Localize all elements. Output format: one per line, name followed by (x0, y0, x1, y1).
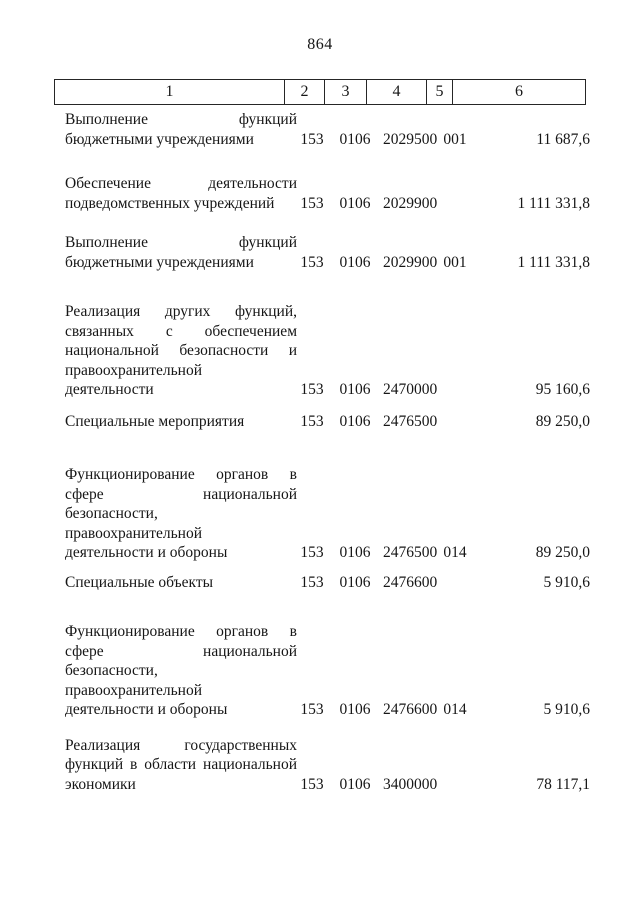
row-name-cell (55, 465, 297, 563)
row-chapter-cell: 153 (300, 381, 324, 398)
table-header-row (54, 79, 586, 105)
row-target-item-cell: 3400000 (383, 775, 438, 793)
row-amount-cell: 89 250,0 (535, 544, 590, 561)
header-cell-5: 5 (427, 80, 453, 104)
row-amount-cell: 5 910,6 (543, 701, 590, 718)
name-line: правоохранительной (65, 361, 203, 379)
name-line: экономики (65, 775, 136, 793)
row-chapter-cell: 153 (300, 775, 324, 793)
row-target-item-cell: 2476500 (383, 544, 438, 561)
name-line: безопасности, (65, 505, 158, 522)
row-name-cell (55, 110, 297, 149)
name-line: Выполнение функций (65, 234, 297, 251)
name-line: бюджетными учреждениями (65, 253, 254, 271)
row-name-cell (55, 412, 297, 432)
name-line: Реализация государственных (65, 736, 297, 754)
row-section-cell: 0106 (339, 381, 371, 398)
row-chapter-cell: 153 (300, 253, 324, 271)
name-line: функций в области национальной (65, 756, 297, 773)
name-line: безопасности, (65, 662, 158, 679)
name-line: Функционирование органов в (65, 466, 297, 483)
row-section-cell: 0106 (339, 253, 371, 271)
row-target-item-cell: 2470000 (383, 381, 438, 398)
row-expense-type-cell: 014 (443, 544, 467, 561)
row-amount-cell: 78 117,1 (536, 775, 590, 793)
row-chapter-cell: 153 (300, 573, 324, 591)
name-line: подведомственных учреждений (65, 194, 275, 212)
row-target-item-cell: 2476600 (383, 573, 438, 591)
table-row (55, 412, 590, 432)
row-target-item-cell: 2029900 (383, 194, 438, 212)
table-row (55, 110, 590, 149)
name-line: связанных с обеспечением (65, 322, 297, 340)
table-row (55, 465, 590, 563)
row-section-cell: 0106 (339, 412, 371, 430)
table-row (55, 233, 590, 272)
row-name-cell (55, 174, 297, 213)
name-line: правоохранительной (65, 681, 203, 699)
row-amount-cell: 1 111 331,8 (517, 253, 590, 271)
table-row (55, 174, 590, 213)
row-section-cell: 0106 (339, 544, 371, 561)
row-expense-type-cell: 001 (443, 253, 467, 271)
row-target-item-cell: 2029900 (383, 253, 438, 271)
table-body (55, 105, 590, 794)
header-cell-6: 6 (515, 83, 523, 100)
table-row (55, 573, 590, 593)
table-row (55, 622, 590, 720)
row-chapter-cell: 153 (300, 194, 324, 212)
name-line: деятельности и обороны (65, 544, 228, 561)
row-target-item-cell: 2476500 (383, 412, 438, 430)
name-line: Функционирование органов в (65, 623, 297, 640)
name-line: Специальные мероприятия (65, 412, 245, 430)
row-section-cell: 0106 (339, 130, 371, 148)
row-chapter-cell: 153 (300, 701, 324, 718)
name-line: сфере национальной (65, 485, 297, 503)
row-section-cell: 0106 (339, 573, 371, 591)
row-name-cell (55, 736, 297, 795)
row-name-cell (55, 573, 297, 593)
row-target-item-cell: 2476600 (383, 701, 438, 718)
row-amount-cell: 1 111 331,8 (517, 194, 590, 212)
table-row (55, 302, 590, 400)
header-cell-1: 1 (55, 80, 285, 104)
row-chapter-cell: 153 (300, 130, 324, 148)
name-line: бюджетными учреждениями (65, 130, 254, 148)
header-cell-2: 2 (285, 80, 325, 104)
row-section-cell: 0106 (339, 701, 371, 718)
name-line: деятельности и обороны (65, 701, 228, 718)
row-amount-cell: 95 160,6 (535, 381, 590, 398)
name-line: Обеспечение деятельности (65, 175, 297, 192)
row-amount-cell: 5 910,6 (543, 573, 590, 591)
table-row (55, 736, 590, 795)
row-name-cell (55, 302, 297, 400)
row-section-cell: 0106 (339, 194, 371, 212)
row-target-item-cell: 2029500 (383, 130, 438, 148)
row-name-cell (55, 233, 297, 272)
header-cell-4: 4 (367, 80, 427, 104)
row-chapter-cell: 153 (300, 544, 324, 561)
name-line: Выполнение функций (65, 111, 297, 128)
row-amount-cell: 89 250,0 (535, 412, 590, 430)
name-line: правоохранительной (65, 524, 203, 542)
row-amount-cell: 11 687,6 (536, 130, 590, 148)
name-line: Специальные объекты (65, 573, 214, 591)
name-line: Реализация других функций, (65, 303, 297, 320)
row-name-cell (55, 622, 297, 720)
header-cell-3: 3 (325, 80, 367, 104)
name-line: национальной безопасности и (65, 342, 297, 359)
name-line: сфере национальной (65, 642, 297, 660)
name-line: деятельности (65, 381, 154, 398)
row-chapter-cell: 153 (300, 412, 324, 430)
row-section-cell: 0106 (339, 775, 371, 793)
page-number: 864 (307, 36, 333, 53)
row-expense-type-cell: 014 (443, 701, 467, 718)
row-expense-type-cell: 001 (443, 130, 467, 148)
